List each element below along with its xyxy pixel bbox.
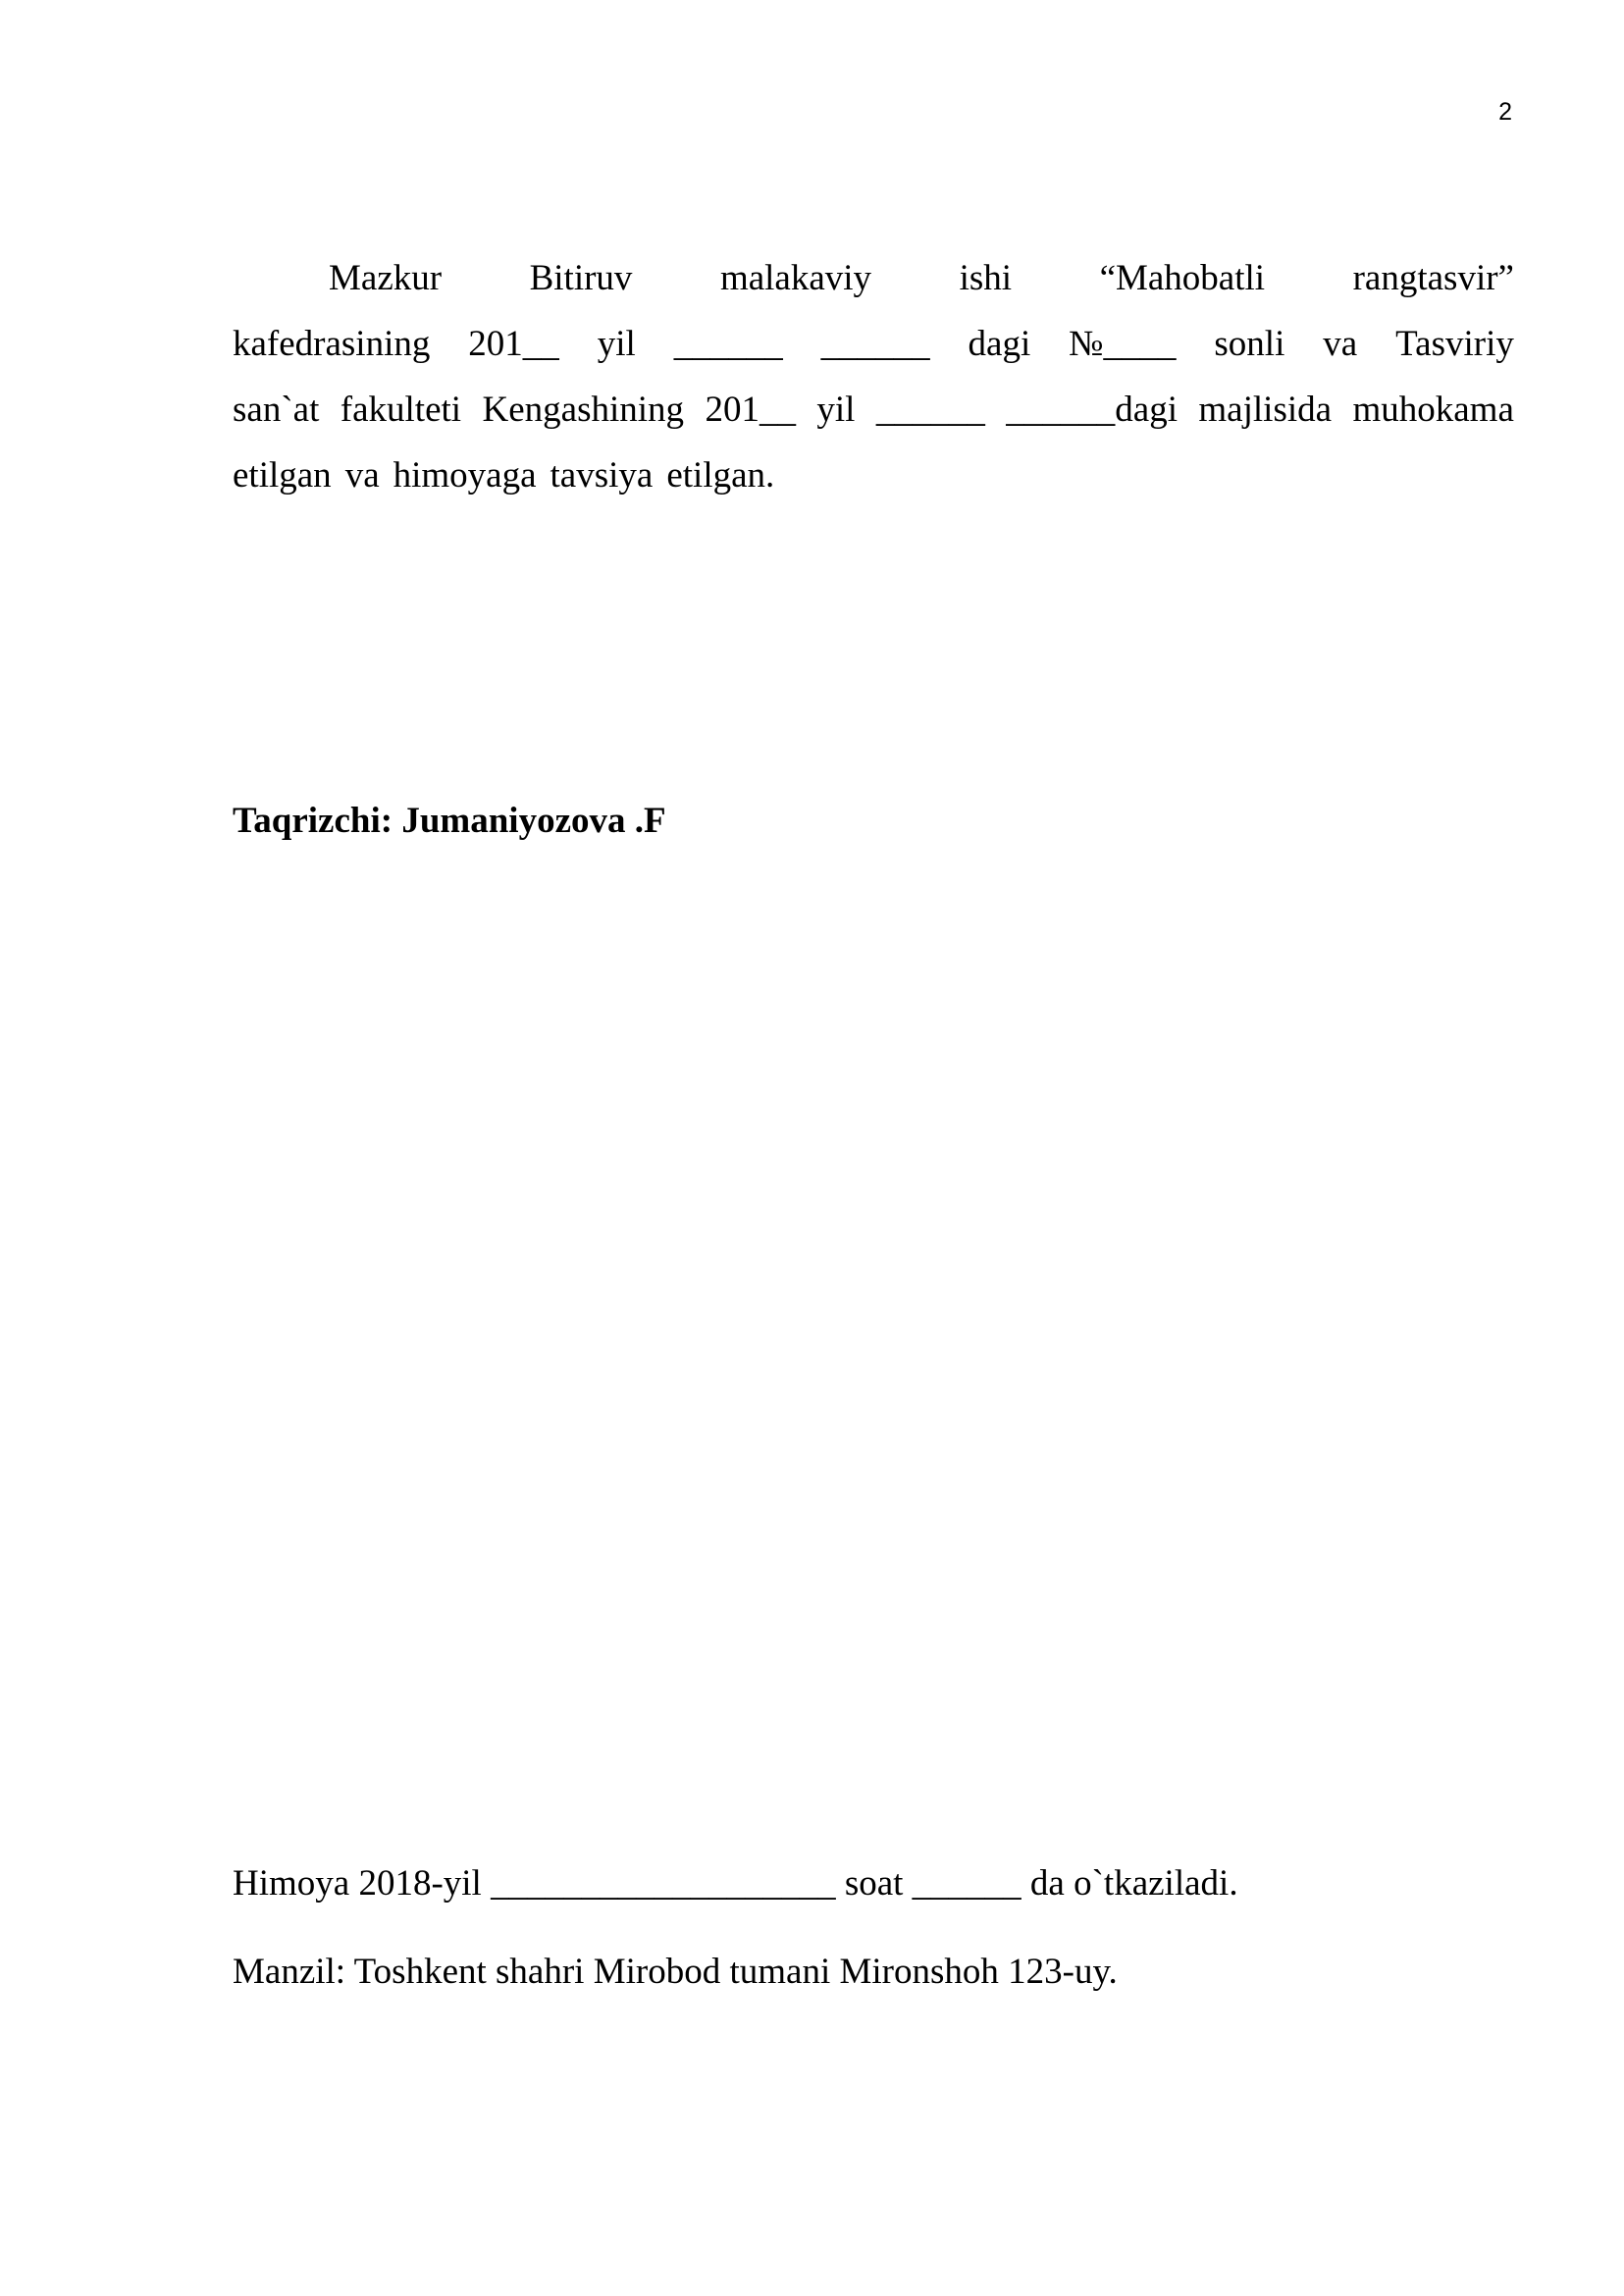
word: №____	[1069, 324, 1177, 364]
paragraph-line	[233, 377, 1514, 443]
word: etilgan.	[666, 455, 775, 496]
word: muhokama	[1352, 390, 1514, 430]
word: Mazkur	[329, 258, 443, 298]
word: Bitiruv	[529, 258, 633, 298]
paragraph-line	[233, 245, 1514, 311]
word: va	[344, 455, 380, 496]
paragraph-line	[233, 443, 1514, 508]
word: etilgan	[233, 455, 332, 496]
defense-line: Himoya 2018-yil ___________________ soat ______ da o`tkaziladi.	[233, 1863, 1238, 1904]
word: rangtasvir”	[1352, 258, 1514, 298]
word: Kengashining	[482, 390, 685, 430]
paragraph-line	[233, 311, 1514, 377]
word: 201__	[705, 390, 796, 430]
word: yil	[597, 324, 636, 364]
word: 201__	[468, 324, 559, 364]
word: “Mahobatli	[1099, 258, 1266, 298]
address-line: Manzil: Toshkent shahri Mirobod tumani Mironshoh 123-uy.	[233, 1952, 1118, 1992]
word: fakulteti	[340, 390, 462, 430]
word: kafedrasining	[233, 324, 431, 364]
word: majlisida	[1198, 390, 1333, 430]
word: ______	[673, 324, 783, 364]
word: himoyaga	[393, 455, 537, 496]
word: yil	[816, 390, 856, 430]
word: tavsiya	[550, 455, 654, 496]
word: ______	[875, 390, 985, 430]
word: Tasviriy	[1395, 324, 1514, 364]
word: ______dagi	[1006, 390, 1178, 430]
word: malakaviy	[719, 258, 872, 298]
word: ishi	[959, 258, 1013, 298]
page-number: 2	[1498, 98, 1512, 126]
word: va	[1323, 324, 1358, 364]
word: ______	[820, 324, 930, 364]
word: dagi	[968, 324, 1031, 364]
reviewer-line: Taqrizchi: Jumaniyozova .F	[233, 801, 666, 841]
approval-paragraph	[233, 245, 1514, 508]
word: sonli	[1214, 324, 1285, 364]
word: san`at	[233, 390, 320, 430]
